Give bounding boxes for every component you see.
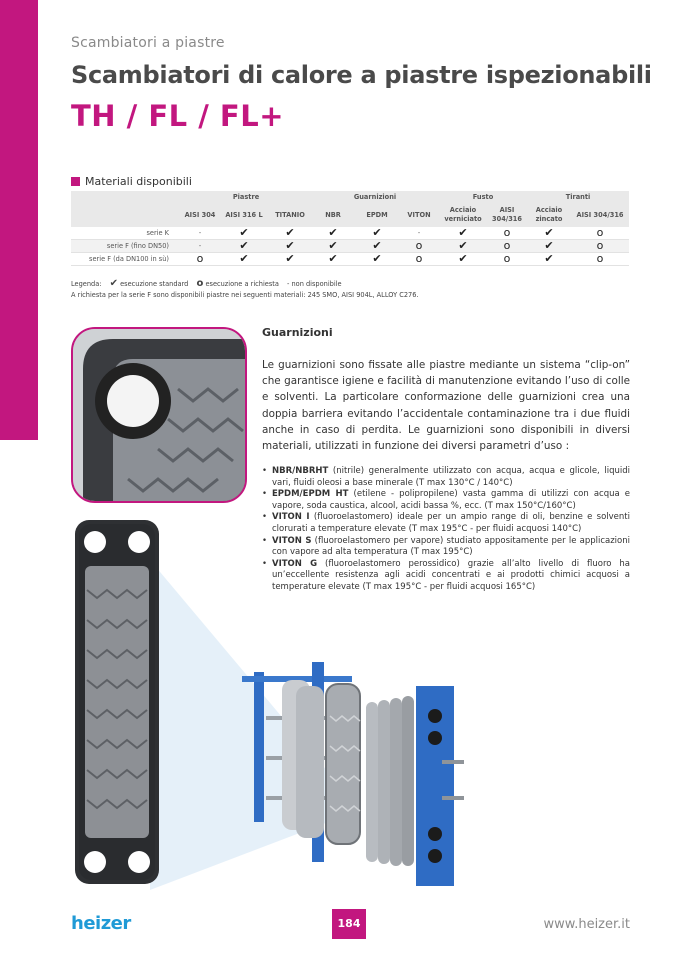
table-cell: ✔	[219, 253, 269, 266]
table-group-header-row	[71, 191, 629, 203]
list-item	[262, 466, 630, 489]
table-cell: -	[399, 227, 439, 240]
material-name: VITON I	[272, 512, 310, 523]
table-cell: -	[181, 240, 219, 253]
material-name: VITON S	[272, 535, 312, 546]
table-cell: ✔	[527, 240, 571, 253]
table-cell: ✔	[269, 253, 311, 266]
row-label: serie K	[71, 227, 181, 240]
page-title: Scambiatori di calore a piastre ispezionabili	[71, 61, 652, 89]
table-cell: -	[181, 227, 219, 240]
model-title: TH / FL / FL+	[71, 99, 284, 133]
table-cell: o	[399, 240, 439, 253]
column-header: TITANIO	[269, 203, 311, 227]
table-legend	[71, 278, 419, 301]
material-name: NBR/NBRHT	[272, 466, 329, 476]
column-header: VITON	[399, 203, 439, 227]
materials-heading-label: Materiali disponibili	[85, 175, 192, 188]
gasket-material-list	[262, 466, 630, 594]
table-corner	[71, 203, 181, 227]
table-row	[71, 253, 629, 266]
list-item	[262, 536, 630, 559]
column-header: AISI 304	[181, 203, 219, 227]
table-cell: o	[571, 227, 629, 240]
table-column-header-row	[71, 203, 629, 227]
heizer-logo: heizer	[71, 913, 131, 934]
table-corner	[71, 191, 181, 203]
legend-prefix: Legenda:	[71, 280, 102, 288]
website-link[interactable]: www.heizer.it	[543, 917, 630, 932]
table-cell: ✔	[439, 240, 487, 253]
exploded-heat-exchanger-image	[242, 656, 634, 892]
list-item	[262, 489, 630, 512]
legend-standard: esecuzione standard	[120, 280, 189, 288]
row-label: serie F (da DN100 in sù)	[71, 253, 181, 266]
table-cell: ✔	[355, 240, 399, 253]
column-header: AISI 316 L	[219, 203, 269, 227]
table-cell: o	[181, 253, 219, 266]
circle-icon: o	[196, 278, 204, 289]
material-name: EPDM/EPDM HT	[272, 489, 349, 500]
table-cell: ✔	[311, 227, 355, 240]
table-row	[71, 240, 629, 253]
legend-line	[71, 278, 419, 290]
material-description: (etilene - polipropilene) vasta gamma di utilizzi con acqua e vapore, soda caustica, alcool, acidi bassa %, ecc. (T max 150°C/160°C)	[272, 489, 630, 511]
material-description: (fluoroelastomero perossidico) grazie all’alto livello di fluoro ha un’eccellente resistenza agli acidi concentrati e ai prodotti chimici acquosi a temperature elevate (T max 195°C - per fluidi acquosi 165°C)	[272, 558, 630, 592]
gasket-closeup-image	[71, 327, 247, 503]
table-cell: o	[487, 240, 527, 253]
table-cell: ✔	[527, 227, 571, 240]
table-cell: ✔	[311, 253, 355, 266]
legend-unavailable: - non disponibile	[287, 280, 342, 288]
material-name: VITON G	[272, 558, 318, 569]
column-header: AISI 304/316	[487, 203, 527, 227]
table-cell: ✔	[219, 240, 269, 253]
gaskets-title: Guarnizioni	[262, 326, 333, 339]
materials-table	[71, 191, 629, 266]
group-header: Fusto	[439, 191, 527, 203]
check-icon: ✔	[109, 278, 118, 289]
table-cell: o	[399, 253, 439, 266]
gaskets-paragraph: Le guarnizioni sono fissate alle piastre mediante un sistema “clip-on” che garantisce igiene e facilità di manutenzione evitando l’uso di colle e solventi. La particolare conformazione delle guarnizioni crea una doppia barriera evitando l’accidentale contaminazione tra i due fluidi anche in caso di perdita. Le guarnizioni sono disponibili in diversi materiali, utilizzati in funzione dei diversi parametri d’uso :	[262, 359, 630, 453]
table-cell: o	[571, 253, 629, 266]
list-item	[262, 559, 630, 594]
legend-note: A richiesta per la serie F sono disponibili piastre nei seguenti materiali: 245 SMO, AISI 904L, ALLOY C276.	[71, 291, 419, 299]
table-row	[71, 227, 629, 240]
table-cell: ✔	[355, 227, 399, 240]
group-header: Piastre	[181, 191, 311, 203]
column-header: Acciaio verniciato	[439, 203, 487, 227]
material-description: (nitrile) generalmente utilizzato con acqua, acqua e glicole, liquidi vari, fluidi oleosi a base minerale (T max 130°C / 140°C)	[272, 466, 630, 488]
group-header: Tiranti	[527, 191, 629, 203]
table-cell: ✔	[439, 253, 487, 266]
table-cell: o	[487, 253, 527, 266]
table-cell: ✔	[355, 253, 399, 266]
legend-request: esecuzione a richiesta	[205, 280, 279, 288]
table-cell: ✔	[269, 240, 311, 253]
column-header: EPDM	[355, 203, 399, 227]
list-item	[262, 512, 630, 535]
table-cell: ✔	[219, 227, 269, 240]
column-header: Acciaio zincato	[527, 203, 571, 227]
table-cell: ✔	[527, 253, 571, 266]
column-header: NBR	[311, 203, 355, 227]
page-number: 184	[332, 909, 366, 939]
group-header: Guarnizioni	[311, 191, 439, 203]
table-cell: o	[571, 240, 629, 253]
table-cell: o	[487, 227, 527, 240]
table-cell: ✔	[269, 227, 311, 240]
table-cell: ✔	[439, 227, 487, 240]
side-accent-bar	[0, 0, 38, 440]
row-label: serie F (fino DN50)	[71, 240, 181, 253]
column-header: AISI 304/316	[571, 203, 629, 227]
section-kicker: Scambiatori a piastre	[71, 35, 225, 51]
material-description: (fluoroelastomero) ideale per un ampio range di oli, benzine e solventi clorurati a temperature elevate (T max 195°C - per fluidi acquosi 140°C)	[272, 512, 630, 534]
table-cell: ✔	[311, 240, 355, 253]
heading-bullet-icon	[71, 177, 80, 186]
gasket-plate-image	[75, 520, 159, 884]
materials-heading	[71, 175, 192, 188]
material-description: (fluoroelastomero per vapore) studiato appositamente per le applicazioni con vapore ad alta temperatura (T max 195°C)	[272, 535, 630, 558]
